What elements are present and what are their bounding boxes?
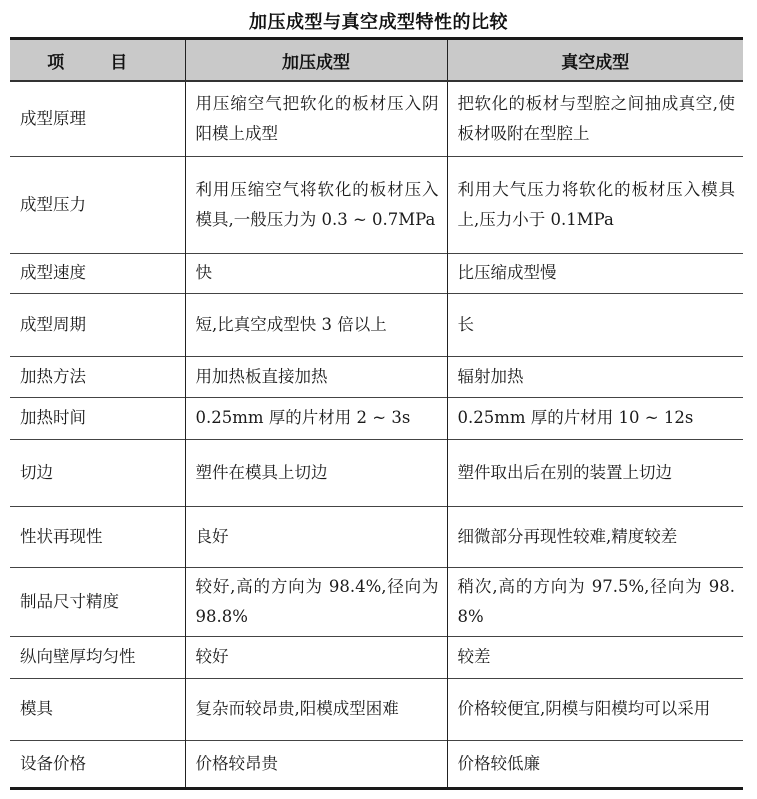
row-vacuum: 较差 [447,636,743,678]
row-vacuum: 稍次,高的方向为 97.5%,径向为 98.8% [447,567,743,636]
row-vacuum: 0.25mm 厚的片材用 10 ~ 12s [447,397,743,439]
row-item: 成型原理 [10,81,185,156]
table-row [10,678,743,740]
table-row [10,567,743,636]
header-item [10,39,185,82]
table-row [10,253,743,293]
row-pressure: 利用压缩空气将软化的板材压入模具,一般压力为 0.3 ~ 0.7MPa [185,156,447,253]
row-pressure: 较好 [185,636,447,678]
header-item-label: 项 目 [47,52,148,73]
row-pressure: 快 [185,253,447,293]
row-item: 纵向壁厚均匀性 [10,636,185,678]
table-row [10,506,743,567]
row-pressure: 较好,高的方向为 98.4%,径向为 98.8% [185,567,447,636]
row-vacuum: 塑件取出后在别的装置上切边 [447,439,743,506]
header-pressure-forming: 加压成型 [185,39,447,82]
table-header-row [10,39,743,82]
row-pressure: 价格较昂贵 [185,740,447,788]
row-pressure: 塑件在模具上切边 [185,439,447,506]
table-row [10,293,743,356]
table-row [10,740,743,788]
table-row [10,439,743,506]
row-item: 成型周期 [10,293,185,356]
row-vacuum: 辐射加热 [447,356,743,397]
row-vacuum: 价格较低廉 [447,740,743,788]
header-vacuum-forming: 真空成型 [447,39,743,82]
row-vacuum: 细微部分再现性较难,精度较差 [447,506,743,567]
row-pressure: 用压缩空气把软化的板材压入阴阳模上成型 [185,81,447,156]
table-row [10,81,743,156]
row-item: 制品尺寸精度 [10,567,185,636]
table-row [10,397,743,439]
comparison-table [10,37,743,790]
table-title: 加压成型与真空成型特性的比较 [249,12,508,33]
row-item: 成型速度 [10,253,185,293]
row-pressure: 复杂而较昂贵,阳模成型困难 [185,678,447,740]
row-vacuum: 利用大气压力将软化的板材压入模具上,压力小于 0.1MPa [447,156,743,253]
row-pressure: 短,比真空成型快 3 倍以上 [185,293,447,356]
row-item: 加热方法 [10,356,185,397]
row-pressure: 用加热板直接加热 [185,356,447,397]
row-item: 成型压力 [10,156,185,253]
row-item: 加热时间 [10,397,185,439]
row-item: 切边 [10,439,185,506]
row-item: 设备价格 [10,740,185,788]
table-row [10,156,743,253]
row-item: 模具 [10,678,185,740]
row-vacuum: 长 [447,293,743,356]
row-item: 性状再现性 [10,506,185,567]
table-row [10,636,743,678]
row-vacuum: 价格较便宜,阴模与阳模均可以采用 [447,678,743,740]
table-row [10,356,743,397]
row-vacuum: 把软化的板材与型腔之间抽成真空,使板材吸附在型腔上 [447,81,743,156]
row-pressure: 0.25mm 厚的片材用 2 ~ 3s [185,397,447,439]
row-vacuum: 比压缩成型慢 [447,253,743,293]
row-pressure: 良好 [185,506,447,567]
